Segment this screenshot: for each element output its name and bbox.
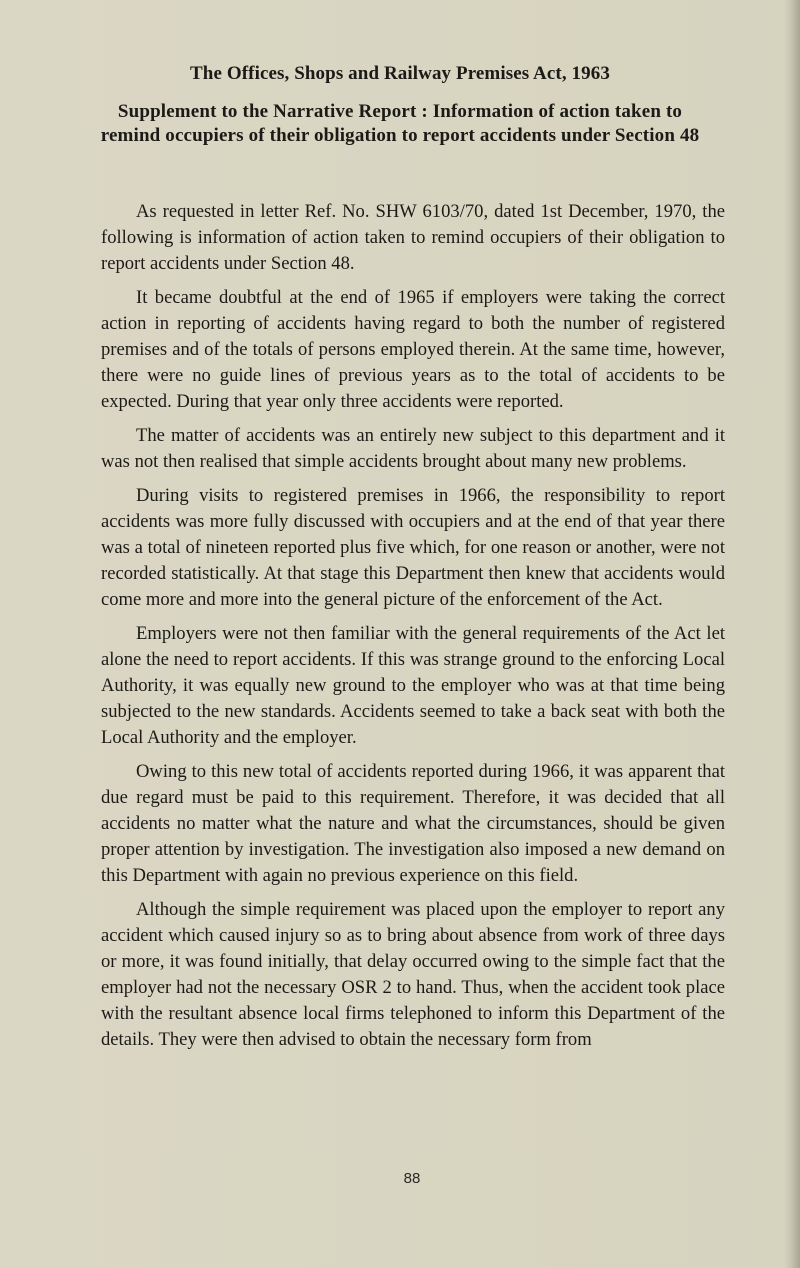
act-title: The Offices, Shops and Railway Premises Act, 1963: [190, 63, 610, 84]
paragraph-investigation-decision: Owing to this new total of accidents reported during 1966, it was apparent that due regard must be paid to this requirement. Therefore, it was decided that all accidents no matter what the nature and what the circumstances, should be given proper attention by investigation. The investigation also imposed a new demand on this Department with again no previous experience on this field.: [101, 761, 725, 886]
supplement-title: Supplement to the Narrative Report : Information of action taken to remind occupiers of their obligation to report accidents under Section 48: [100, 101, 700, 146]
document-body: [101, 199, 725, 1061]
page-edge-shadow: [784, 0, 800, 1268]
document-header: [0, 62, 800, 148]
paragraph-osr2-delay: Although the simple requirement was placed upon the employer to report any accident which caused injury so as to bring about absence from work of three days or more, it was found initially, that delay occurred owing to the simple fact that the employer had not the necessary OSR 2 to hand. Thus, when the accident took place with the resultant absence local firms telephoned to inform this Department of the details. They were then advised to obtain the necessary form from: [101, 899, 725, 1050]
page-number: 88: [403, 1170, 421, 1187]
paragraph-1966-visits: During visits to registered premises in 1966, the responsibility to report accidents was more fully discussed with occupiers and at the end of that year there was a total of nineteen reported plus five which, for one reason or another, were not recorded statistically. At that stage this Department then knew that accidents would come more and more into the general picture of the enforcement of the Act.: [101, 485, 725, 610]
paragraph-1965-doubt: It became doubtful at the end of 1965 if employers were taking the correct action in reporting of accidents having regard to both the number of registered premises and of the totals of persons employed therein. At the same time, however, there were no guide lines of previous years as to the total of accidents to be expected. During that year only three accidents were reported.: [101, 287, 725, 412]
paragraph-new-subject: The matter of accidents was an entirely new subject to this department and it was not then realised that simple accidents brought about many new problems.: [101, 425, 725, 472]
paragraph-request-reference: As requested in letter Ref. No. SHW 6103/70, dated 1st December, 1970, the following is information of action taken to remind occupiers of their obligation to report accidents under Section 48.: [101, 201, 725, 274]
paragraph-employers-unfamiliar: Employers were not then familiar with the general requirements of the Act let alone the need to report accidents. If this was strange ground to the enforcing Local Authority, it was equally new ground to the employer who was at that time being subjected to the new standards. Accidents seemed to take a back seat with both the Local Authority and the employer.: [101, 623, 725, 748]
